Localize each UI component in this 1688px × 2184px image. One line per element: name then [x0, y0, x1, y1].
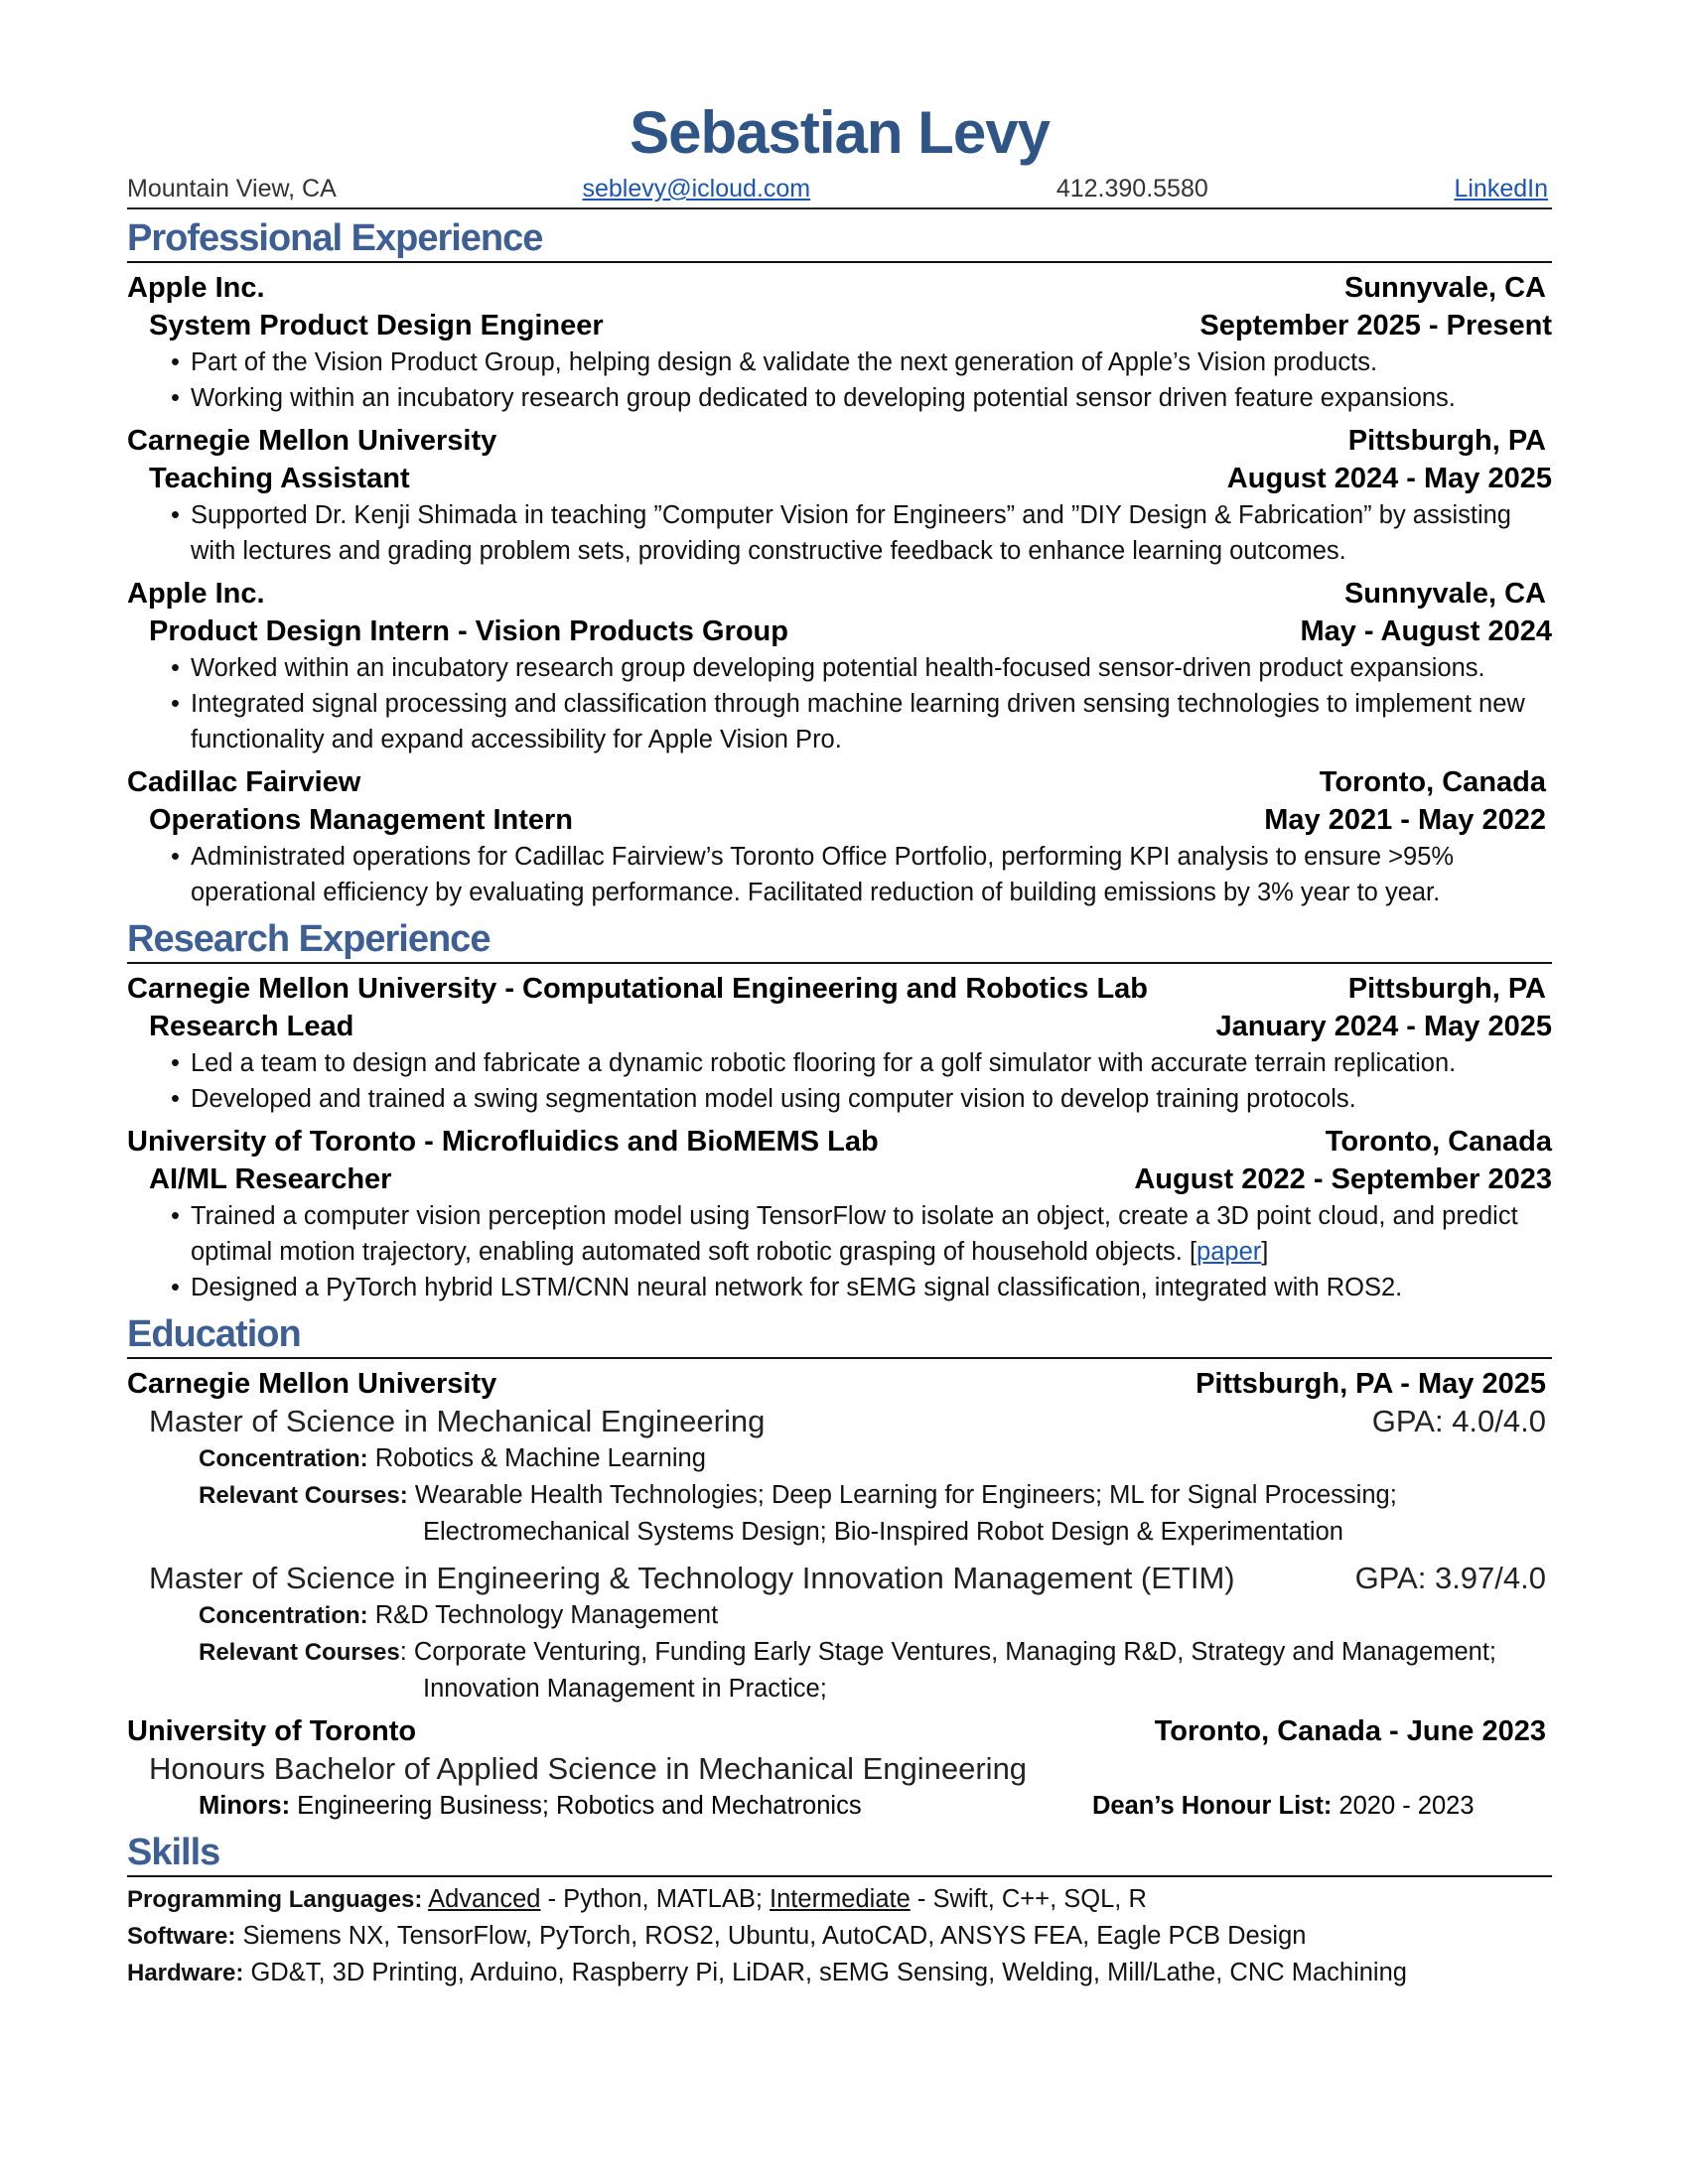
candidate-name: Sebastian Levy	[630, 99, 1050, 166]
dates: January 2024 - May 2025	[1215, 1011, 1552, 1042]
education-entry	[127, 1712, 1552, 1824]
school: University of Toronto	[127, 1715, 417, 1747]
gpa: GPA: 4.0/4.0	[1371, 1404, 1546, 1438]
role: Research Lead	[149, 1011, 354, 1042]
skill-software: Software: Siemens NX, TensorFlow, PyTorch, ROS2, Ubuntu, AutoCAD, ANSYS FEA, Eagle PCB Design	[127, 1922, 1307, 1950]
linkedin-link[interactable]: LinkedIn	[1454, 175, 1548, 203]
bullet: • Supported Dr. Kenji Shimada in teaching ”Computer Vision for Engineers” and ”DIY Design & Fabrication” by assisting with lectures and grading problem sets, providing constructive feedback to enhance learning outcomes.	[171, 497, 1552, 569]
relevant-courses-cont: Electromechanical Systems Design; Bio-Inspired Robot Design & Experimentation	[423, 1518, 1343, 1546]
bullet: • Developed and trained a swing segmentation model using computer vision to develop training protocols.	[171, 1081, 1552, 1117]
bullet: • Integrated signal processing and classification through machine learning driven sensing technologies to implement new functionality and expand accessibility for Apple Vision Pro.	[171, 686, 1552, 757]
dates: May - August 2024	[1300, 615, 1552, 647]
email-link[interactable]: seblevy@icloud.com	[582, 175, 811, 203]
location: Mountain View, CA	[127, 175, 337, 203]
bullet: • Led a team to design and fabricate a dynamic robotic flooring for a golf simulator with accurate terrain replication.	[171, 1045, 1552, 1081]
minors-honours: Minors: Engineering Business; Robotics and Mechatronics Dean’s Honour List: 2020 - 2023	[199, 1792, 1475, 1820]
section-title-research: Research Experience	[127, 916, 1552, 964]
org: Carnegie Mellon University	[127, 425, 497, 457]
skill-programming: Programming Languages: Advanced - Python, MATLAB; Intermediate - Swift, C++, SQL, R	[127, 1885, 1147, 1913]
bullet: • Part of the Vision Product Group, helping design & validate the next generation of Apple’s Vision products.	[171, 344, 1552, 380]
concentration: Concentration: R&D Technology Management	[199, 1601, 719, 1629]
bullet: • Worked within an incubatory research group developing potential health-focused sensor-driven product expansions.	[171, 650, 1552, 686]
skill-hardware: Hardware: GD&T, 3D Printing, Arduino, Raspberry Pi, LiDAR, sEMG Sensing, Welding, Mill/Lathe, CNC Machining	[127, 1959, 1407, 1986]
dates: August 2024 - May 2025	[1226, 463, 1552, 494]
concentration: Concentration: Robotics & Machine Learning	[199, 1444, 706, 1472]
org: Apple Inc.	[127, 272, 265, 304]
gpa: GPA: 3.97/4.0	[1354, 1561, 1546, 1595]
dates: August 2022 - September 2023	[1134, 1163, 1552, 1195]
bullet: • Designed a PyTorch hybrid LSTM/CNN neural network for sEMG signal classification, integrated with ROS2.	[171, 1270, 1552, 1305]
relevant-courses: Relevant Courses: Wearable Health Technologies; Deep Learning for Engineers; ML for Signal Processing;	[199, 1481, 1397, 1509]
section-title-skills: Skills	[127, 1830, 1552, 1877]
dates: May 2021 - May 2022	[1264, 804, 1546, 836]
role: Operations Management Intern	[149, 804, 574, 836]
role: System Product Design Engineer	[149, 310, 604, 341]
research-entry	[127, 1123, 1552, 1305]
org: University of Toronto - Microfluidics and BioMEMS Lab	[127, 1126, 879, 1158]
degree-title: Master of Science in Engineering & Technology Innovation Management (ETIM)	[149, 1561, 1235, 1595]
org-location: Pittsburgh, PA	[1347, 973, 1546, 1005]
bullet: • Administrated operations for Cadillac Fairview’s Toronto Office Portfolio, performing KPI analysis to ensure >95% operational efficiency by evaluating performance. Facilitated reduction of building emissions by 3% year to year.	[171, 839, 1552, 910]
school-location-date: Pittsburgh, PA - May 2025	[1196, 1368, 1546, 1400]
research-entry	[127, 970, 1552, 1117]
experience-entry	[127, 575, 1552, 757]
org: Apple Inc.	[127, 578, 265, 610]
section-title-education: Education	[127, 1311, 1552, 1359]
experience-entry	[127, 763, 1552, 910]
org: Cadillac Fairview	[127, 766, 361, 798]
bullet: • Working within an incubatory research group dedicated to developing potential sensor driven feature expansions.	[171, 380, 1552, 416]
dates: September 2025 - Present	[1199, 310, 1552, 341]
role: Teaching Assistant	[149, 463, 410, 494]
school: Carnegie Mellon University	[127, 1368, 497, 1400]
org: Carnegie Mellon University - Computational Engineering and Robotics Lab	[127, 973, 1148, 1005]
paper-link[interactable]: paper	[1196, 1238, 1262, 1266]
degree-title: Master of Science in Mechanical Engineering	[149, 1404, 766, 1438]
org-location: Toronto, Canada	[1319, 766, 1546, 798]
role: AI/ML Researcher	[149, 1163, 392, 1195]
role: Product Design Intern - Vision Products Group	[149, 615, 788, 647]
school-location-date: Toronto, Canada - June 2023	[1154, 1715, 1546, 1747]
org-location: Sunnyvale, CA	[1343, 272, 1546, 304]
phone: 412.390.5580	[1055, 175, 1208, 203]
resume-content	[127, 93, 1552, 1991]
relevant-courses-cont: Innovation Management in Practice;	[423, 1675, 827, 1703]
education-entry	[127, 1365, 1552, 1706]
section-title-experience: Professional Experience	[127, 215, 1552, 263]
bullet: • Trained a computer vision perception model using TensorFlow to isolate an object, create a 3D point cloud, and predict optimal motion trajectory, enabling automated soft robotic grasping of household objects. [paper]	[171, 1198, 1552, 1270]
org-location: Sunnyvale, CA	[1343, 578, 1546, 610]
degree-title: Honours Bachelor of Applied Science in Mechanical Engineering	[149, 1751, 1028, 1786]
org-location: Toronto, Canada	[1325, 1126, 1552, 1158]
experience-entry	[127, 422, 1552, 569]
relevant-courses: Relevant Courses: Corporate Venturing, Funding Early Stage Ventures, Managing R&D, Strategy and Management;	[199, 1638, 1496, 1666]
experience-entry	[127, 269, 1552, 416]
contact-bar	[127, 173, 1552, 209]
org-location: Pittsburgh, PA	[1347, 425, 1546, 457]
